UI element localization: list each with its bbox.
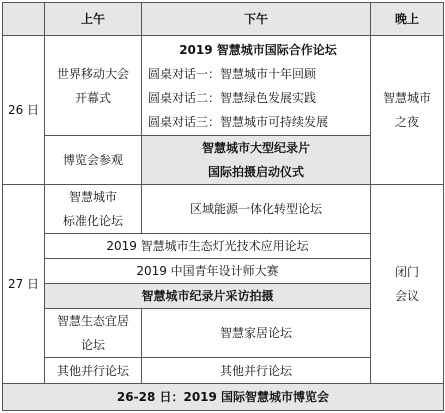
day26-forum-item-3: 圆桌对话三：智慧城市可持续发展 [148, 114, 329, 129]
day26-label: 26 日 [3, 36, 45, 185]
day27-ecology-forum [45, 309, 142, 358]
day26-row-1 [3, 36, 444, 136]
day26-evening [371, 36, 444, 185]
day27-parallel-morning: 其他并行论坛 [45, 358, 142, 384]
day26-documentary-line-1: 智慧城市大型纪录片 [201, 141, 310, 155]
header-row [3, 3, 444, 36]
day26-forum-item-2: 圆桌对话二：智慧绿色发展实践 [148, 90, 317, 105]
day26-evening-line-1: 智慧城市 [382, 91, 431, 105]
day27-designer-contest: 2019 中国青年设计师大赛 [45, 259, 371, 284]
day27-energy-forum: 区域能源一体化转型论坛 [142, 185, 371, 234]
day27-ecology-line-1: 智慧生态宜居 [56, 314, 129, 328]
day27-evening-line-2: 会议 [394, 289, 419, 303]
expo-footer: 26-28 日：2019 国际智慧城市博览会 [3, 384, 444, 411]
day26-documentary-launch [142, 136, 371, 185]
day26-expo-visit: 博览会参观 [45, 136, 142, 185]
day27-standardization-line-2: 标准化论坛 [62, 214, 123, 228]
day26-morning-opening [45, 36, 142, 136]
header-blank-cell [3, 3, 45, 36]
day27-standardization-forum [45, 185, 142, 234]
day26-afternoon-forum [142, 36, 371, 136]
day27-ecology-line-2: 论坛 [80, 338, 105, 352]
header-evening: 晚上 [371, 3, 444, 36]
day27-documentary-shoot: 智慧城市纪录片采访拍摄 [45, 284, 371, 309]
day26-morning-opening-line-1: 世界移动大会 [56, 66, 129, 81]
day27-parallel-afternoon: 其他并行论坛 [142, 358, 371, 384]
day27-evening-line-1: 闭门 [394, 265, 419, 279]
day27-smart-home-forum: 智慧家居论坛 [142, 309, 371, 358]
day26-evening-line-2: 之夜 [394, 115, 419, 129]
day26-forum-title: 2019 智慧城市国际合作论坛 [179, 42, 337, 57]
day27-lighting-forum: 2019 智慧城市生态灯光技术应用论坛 [45, 234, 371, 259]
day27-evening [371, 185, 444, 384]
day27-label: 27 日 [3, 185, 45, 384]
day27-standardization-line-1: 智慧城市 [68, 190, 117, 204]
header-afternoon: 下午 [142, 3, 371, 36]
header-morning: 上午 [45, 3, 142, 36]
schedule-table [2, 2, 444, 411]
day26-documentary-line-2: 国际拍摄启动仪式 [207, 165, 304, 179]
day26-forum-item-1: 圆桌对话一：智慧城市十年回顾 [148, 66, 317, 81]
day26-morning-opening-line-2: 开幕式 [74, 90, 111, 105]
day27-row-1 [3, 185, 444, 234]
footer-row [3, 384, 444, 411]
